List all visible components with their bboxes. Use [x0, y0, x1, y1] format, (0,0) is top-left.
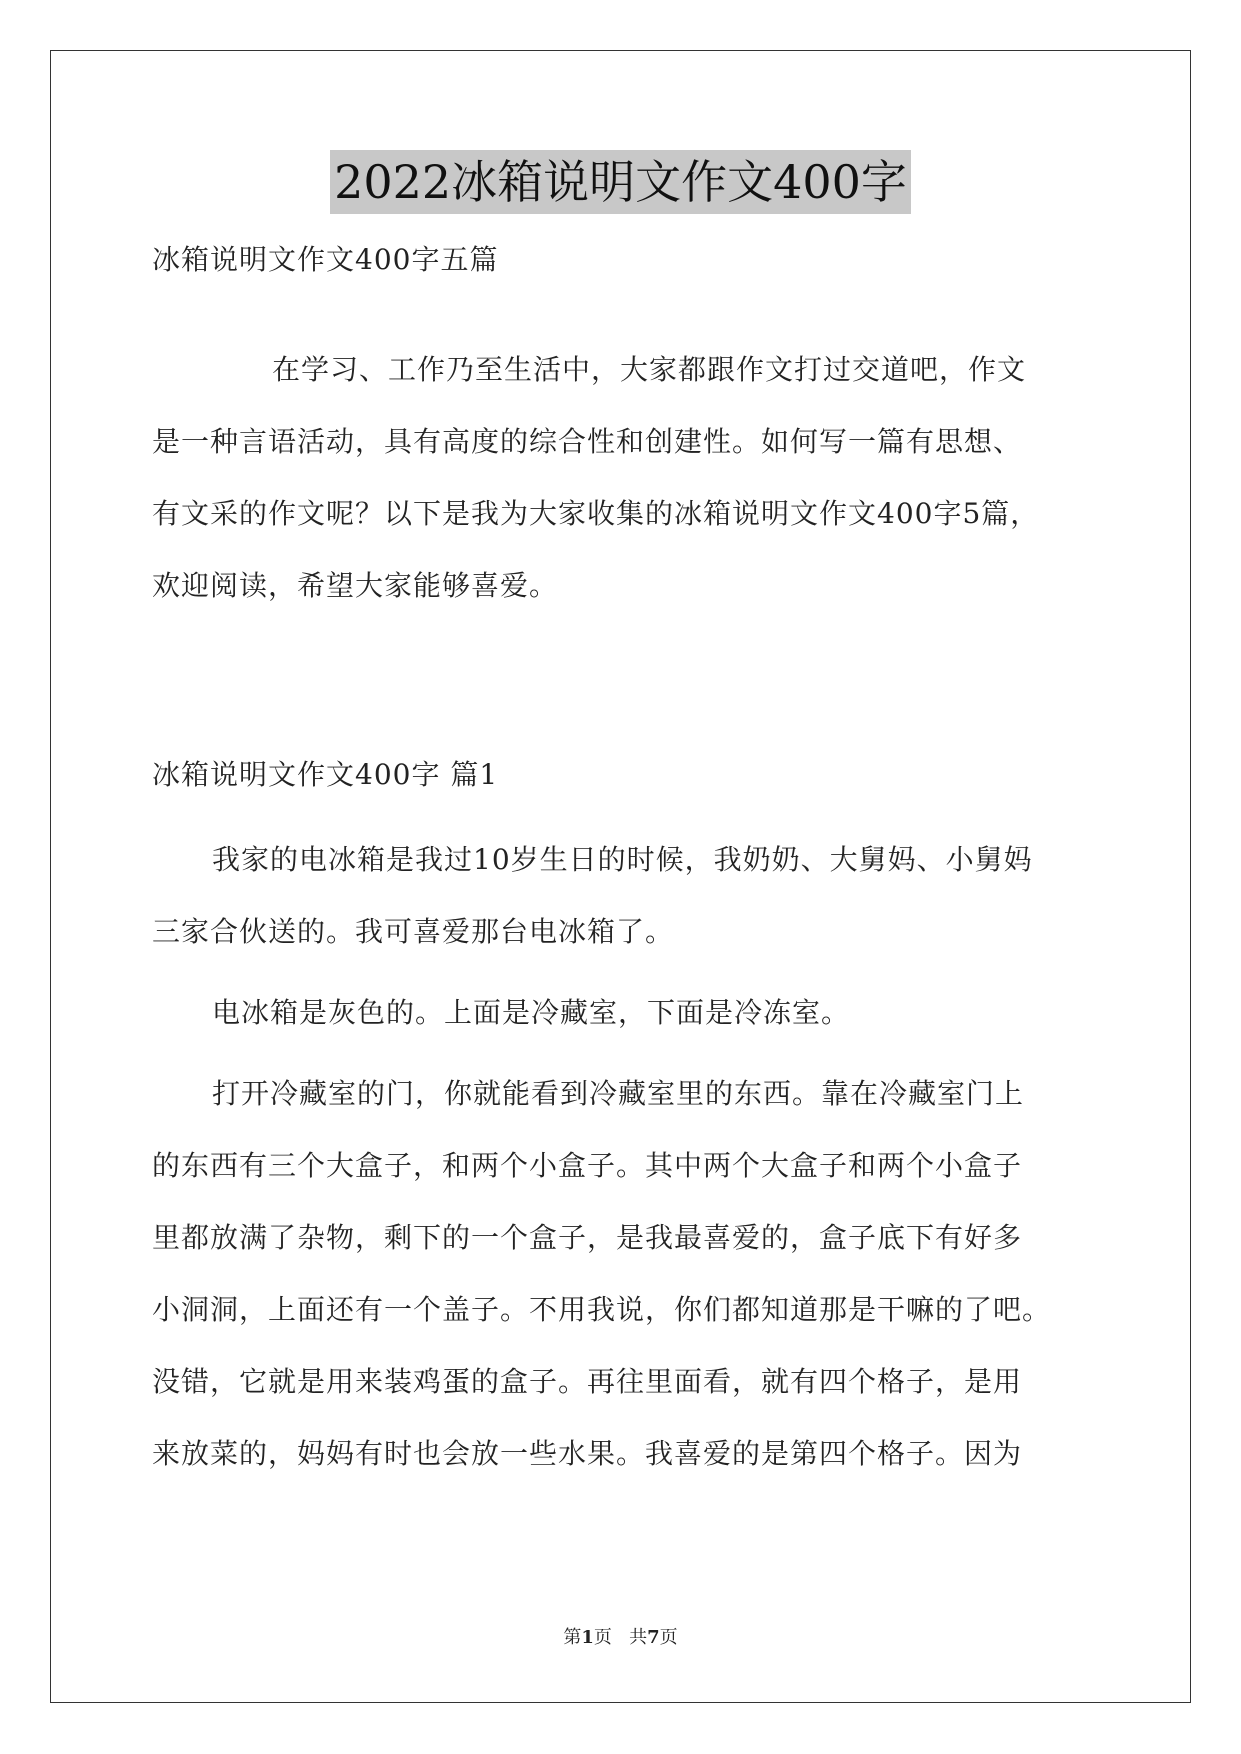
section-heading: 冰箱说明文作文400字 篇1 — [152, 758, 499, 791]
footer-suffix: 页 — [659, 1627, 678, 1648]
body-line: 的东西有三个大盒子，和两个小盒子。其中两个大盒子和两个小盒子 — [152, 1149, 1023, 1182]
title-container — [0, 150, 1241, 214]
page-footer — [0, 1626, 1241, 1650]
footer-total-pages: 7 — [647, 1627, 660, 1648]
footer-middle: 页 共 — [593, 1627, 648, 1648]
document-subtitle: 冰箱说明文作文400字五篇 — [152, 243, 499, 276]
body-line: 小洞洞，上面还有一个盖子。不用我说，你们都知道那是干嘛的了吧。 — [152, 1293, 1052, 1326]
body-line: 里都放满了杂物，剩下的一个盒子，是我最喜爱的，盒子底下有好多 — [152, 1221, 1023, 1254]
body-line: 我家的电冰箱是我过10岁生日的时候，我奶奶、大舅妈、小舅妈 — [212, 843, 1033, 876]
body-line: 来放菜的，妈妈有时也会放一些水果。我喜爱的是第四个格子。因为 — [152, 1437, 1023, 1470]
body-line: 打开冷藏室的门，你就能看到冷藏室里的东西。靠在冷藏室门上 — [212, 1077, 1025, 1110]
intro-line: 是一种言语活动，具有高度的综合性和创建性。如何写一篇有思想、 — [152, 425, 1023, 458]
body-line: 三家合伙送的。我可喜爱那台电冰箱了。 — [152, 915, 675, 948]
intro-line: 有文采的作文呢？以下是我为大家收集的冰箱说明文作文400字5篇， — [152, 497, 1040, 530]
footer-page-number: 1 — [581, 1627, 594, 1648]
body-line: 电冰箱是灰色的。上面是冷藏室，下面是冷冻室。 — [212, 996, 851, 1029]
intro-line: 在学习、工作乃至生活中，大家都跟作文打过交道吧，作文 — [272, 353, 1027, 386]
document-title: 2022冰箱说明文作文400字 — [330, 150, 911, 214]
footer-prefix: 第 — [563, 1627, 582, 1648]
body-line: 没错，它就是用来装鸡蛋的盒子。再往里面看，就有四个格子，是用 — [152, 1365, 1023, 1398]
intro-line: 欢迎阅读，希望大家能够喜爱。 — [152, 569, 559, 602]
